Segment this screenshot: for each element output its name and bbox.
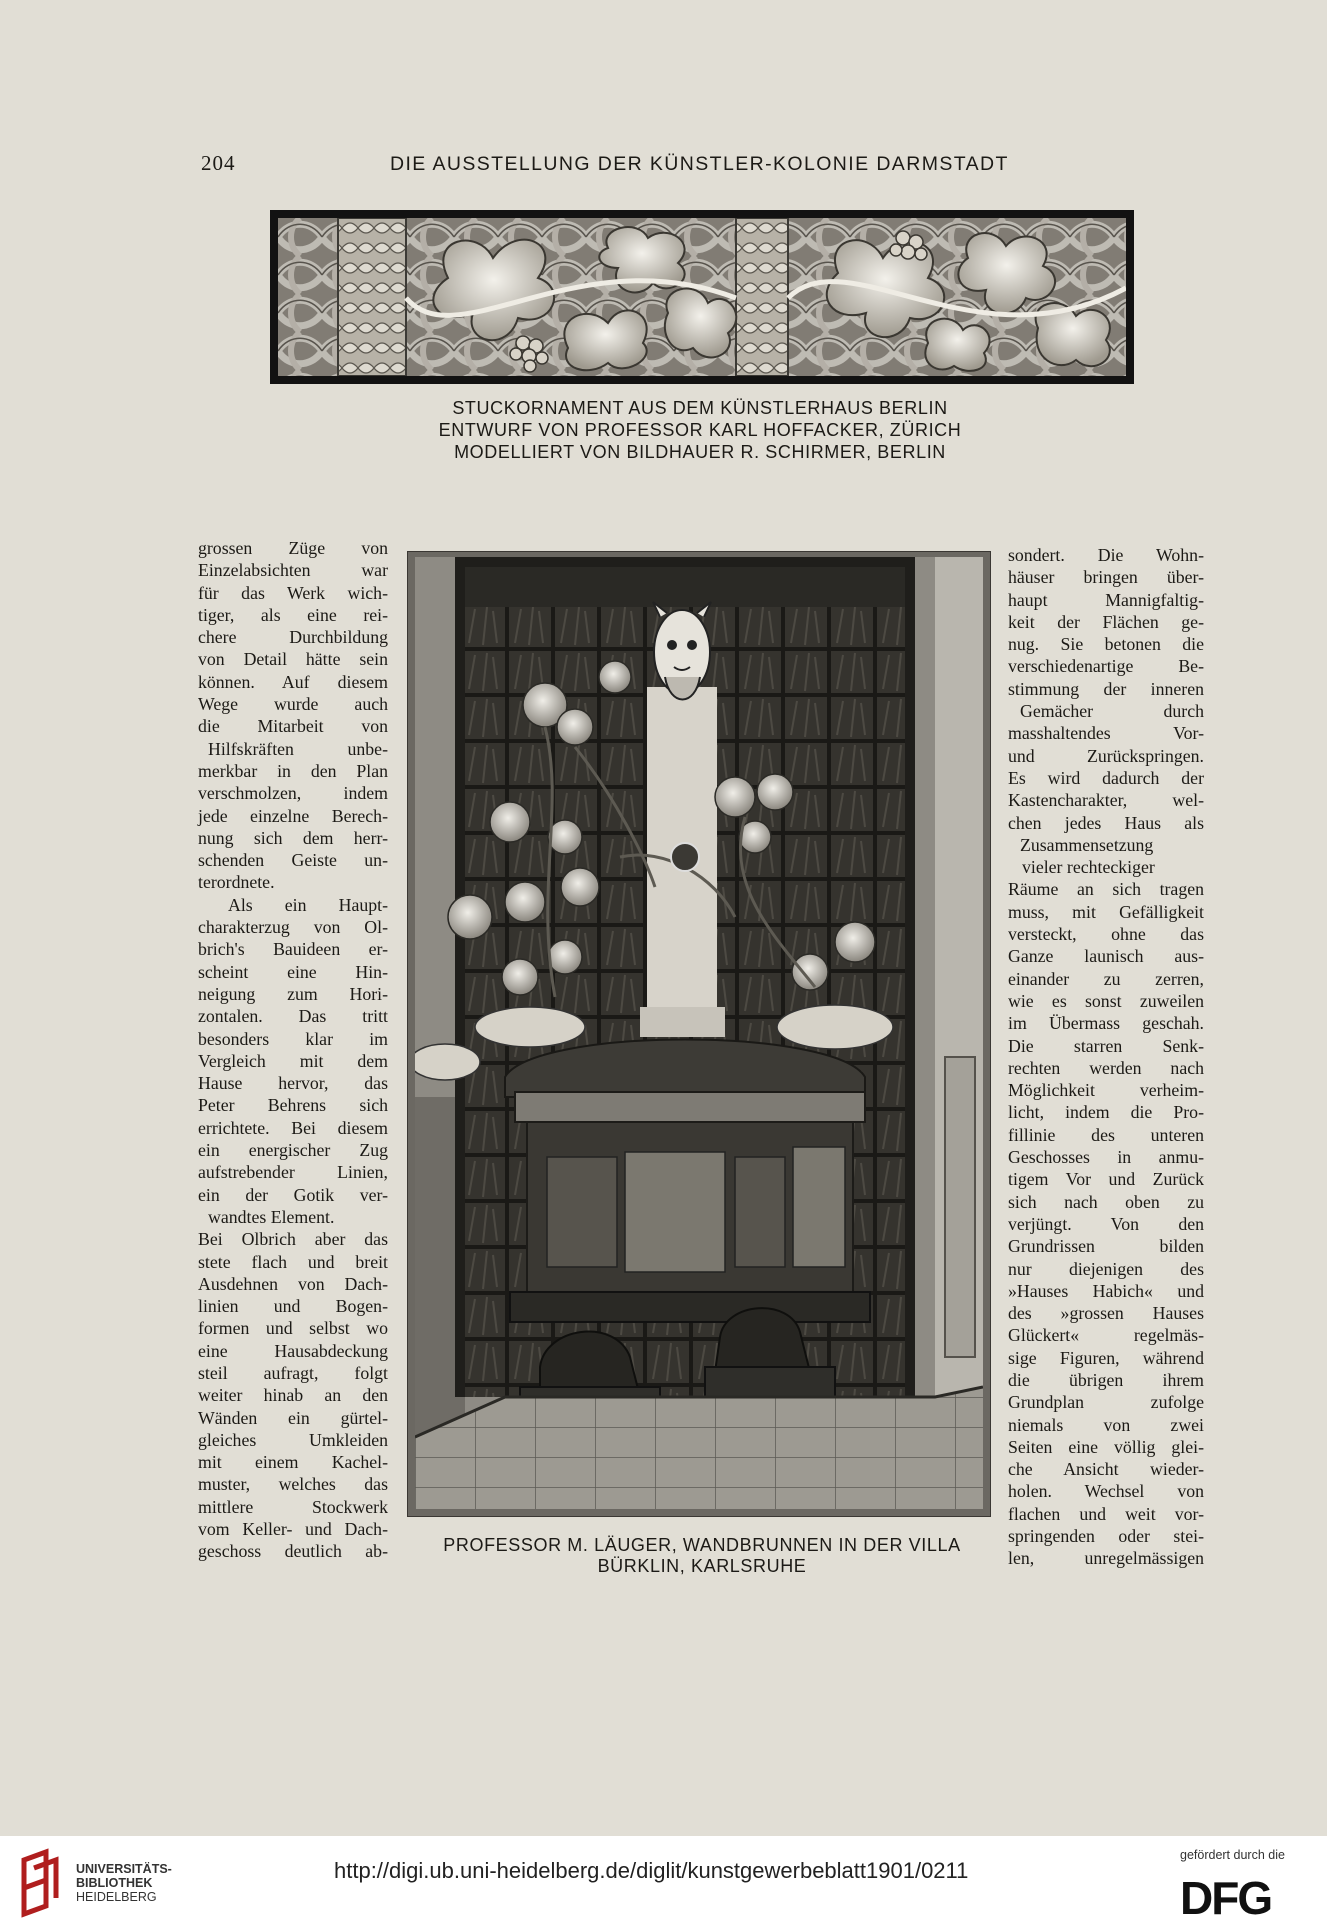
text-line: muster, welches das [198, 1474, 388, 1495]
text-line: chere Durchbildung [198, 627, 388, 648]
text-line: Gemächer durch [1020, 701, 1204, 722]
text-line: sige Figuren, während [1008, 1347, 1204, 1368]
text-line: mittlere Stockwerk [198, 1496, 388, 1517]
text-line: Glückert« regelmäs- [1008, 1325, 1204, 1346]
text-line: geschoss deutlich ab- [198, 1541, 388, 1562]
text-line: masshaltendes Vor- [1008, 723, 1204, 744]
text-line: Einzelabsichten war [198, 560, 388, 581]
text-line: im Übermass geschah. [1008, 1013, 1204, 1034]
text-line: terordnete. [198, 872, 275, 893]
text-line: niemals von zwei [1008, 1414, 1204, 1435]
university-library-name [76, 1862, 172, 1904]
library-name-line: HEIDELBERG [76, 1890, 157, 1904]
text-line: ein der Gotik ver- [198, 1184, 388, 1205]
text-line: formen und selbst wo [198, 1318, 388, 1339]
text-line: Ganze launisch aus- [1008, 946, 1204, 967]
permalink-url[interactable]: http://digi.ub.uni-heidelberg.de/diglit/kunstgewerbeblatt1901/0211 [334, 1858, 969, 1883]
text-line: nur diejenigen des [1008, 1258, 1204, 1279]
text-line: Die starren Senk- [1008, 1035, 1204, 1056]
text-line: besonders klar im [198, 1028, 388, 1049]
funded-by-label: gefördert durch die [1180, 1848, 1285, 1862]
text-line: Grundplan zufolge [1008, 1392, 1204, 1413]
text-line: Kastencharakter, wel- [1008, 790, 1204, 811]
text-line: Es wird dadurch der [1008, 767, 1204, 788]
ornament-illustration [278, 218, 1126, 376]
text-line: muss, mit Gefälligkeit [1008, 901, 1204, 922]
text-line: können. Auf diesem [198, 671, 388, 692]
text-line: des »grossen Hauses [1008, 1303, 1204, 1324]
fountain-caption [402, 1535, 1002, 1577]
caption-line: BÜRKLIN, KARLSRUHE [597, 1556, 807, 1576]
text-line: nug. Sie betonen die [1008, 634, 1204, 655]
text-line: und Zurückspringen. [1008, 745, 1204, 766]
text-line: wandtes Element. [208, 1206, 335, 1227]
text-line: Seiten eine völlig glei- [1008, 1436, 1204, 1457]
text-line: verschmolzen, indem [198, 783, 388, 804]
library-name-line: BIBLIOTHEK [76, 1876, 153, 1890]
text-line: die Mitarbeit von [198, 716, 388, 737]
text-column-right [1008, 544, 1204, 1570]
text-line: haupt Mannigfaltig- [1008, 589, 1204, 610]
running-title: DIE AUSSTELLUNG DER KÜNSTLER-KOLONIE DARMSTADT [390, 153, 1009, 175]
university-library-logo [16, 1848, 66, 1918]
text-line: fillinie des unteren [1008, 1124, 1204, 1145]
dfg-logo-text: DFG [1180, 1874, 1272, 1920]
text-line: Möglichkeit verheim- [1008, 1080, 1204, 1101]
text-line: grossen Züge von [198, 538, 388, 558]
text-line: gleiches Umkleiden [198, 1429, 388, 1450]
text-line: sich nach oben zu [1008, 1191, 1204, 1212]
text-line: Vergleich mit dem [198, 1050, 388, 1071]
text-line: springenden oder stei- [1008, 1526, 1204, 1547]
text-line: häuser bringen über- [1008, 567, 1204, 588]
text-line: brich's Bauideen er- [198, 939, 388, 960]
text-line: Ausdehnen von Dach- [198, 1273, 388, 1294]
text-line: für das Werk wich- [198, 582, 388, 603]
text-line: stimmung der inneren [1008, 678, 1204, 699]
text-line: Zusammensetzung [1020, 834, 1154, 855]
text-line: vom Keller- und Dach- [198, 1519, 388, 1540]
text-line: Wege wurde auch [198, 694, 388, 715]
ornament-caption [380, 397, 1020, 463]
text-line: flachen und weit vor- [1008, 1503, 1204, 1524]
text-line: Grundrissen bilden [1008, 1236, 1204, 1257]
page-number: 204 [201, 151, 236, 175]
text-line: sondert. Die Wohn- [1008, 545, 1204, 565]
caption-line: MODELLIERT VON BILDHAUER R. SCHIRMER, BERLIN [454, 442, 946, 462]
text-line: schenden Geiste un- [198, 850, 388, 871]
library-name-line: UNIVERSITÄTS- [76, 1862, 172, 1876]
text-line: die übrigen ihrem [1008, 1369, 1204, 1390]
text-line: »Hauses Habich« und [1008, 1280, 1204, 1301]
text-line: verschiedenartige Be- [1008, 656, 1204, 677]
text-line: Als ein Haupt- [228, 894, 388, 915]
text-line: licht, indem die Pro- [1008, 1102, 1204, 1123]
text-line: vieler rechteckiger [1022, 857, 1155, 878]
stucco-ornament-photo [270, 210, 1134, 384]
text-line: zontalen. Das tritt [198, 1006, 388, 1027]
text-line: chen jedes Haus als [1008, 812, 1204, 833]
text-line: mit einem Kachel- [198, 1452, 388, 1473]
text-line: errichtete. Bei diesem [198, 1117, 388, 1138]
text-line: tigem Vor und Zurück [1008, 1169, 1204, 1190]
text-line: keit der Flächen ge- [1008, 611, 1204, 632]
wall-fountain-photo [407, 551, 991, 1517]
text-line: linien und Bogen- [198, 1296, 388, 1317]
dfg-logo [1180, 1874, 1308, 1920]
caption-line: PROFESSOR M. LÄUGER, WANDBRUNNEN IN DER VILLA [443, 1535, 961, 1555]
text-line: stete flach und breit [198, 1251, 388, 1272]
text-line: versteckt, ohne das [1008, 924, 1204, 945]
text-line: che Ansicht wieder- [1008, 1459, 1204, 1480]
text-line: Geschosses in anmu- [1008, 1147, 1204, 1168]
text-line: len, unregelmässigen [1008, 1548, 1204, 1569]
text-line: Bei Olbrich aber das [198, 1229, 388, 1250]
text-line: rechten werden nach [1008, 1057, 1204, 1078]
text-line: neigung zum Hori- [198, 983, 388, 1004]
text-line: Hause hervor, das [198, 1073, 388, 1094]
text-line: nung sich dem herr- [198, 827, 388, 848]
text-line: verjüngt. Von den [1008, 1213, 1204, 1234]
caption-line: ENTWURF VON PROFESSOR KARL HOFFACKER, ZÜRICH [438, 420, 962, 440]
text-line: merkbar in den Plan [198, 760, 388, 781]
text-line: Räume an sich tragen [1008, 879, 1204, 900]
text-line: charakterzug von Ol- [198, 917, 388, 938]
text-line: Hilfskräften unbe- [208, 738, 388, 759]
text-line: aufstrebender Linien, [198, 1162, 388, 1183]
text-line: ein energischer Zug [198, 1140, 388, 1161]
fountain-illustration [415, 557, 983, 1509]
text-line: scheint eine Hin- [198, 961, 388, 982]
text-line: wie es sonst zuweilen [1008, 990, 1204, 1011]
text-line: eine Hausabdeckung [198, 1340, 388, 1361]
text-line: Peter Behrens sich [198, 1095, 388, 1116]
text-line: holen. Wechsel von [1008, 1481, 1204, 1502]
text-line: steil aufragt, folgt [198, 1362, 388, 1383]
text-column-left [198, 537, 388, 1563]
text-line: tiger, als eine rei- [198, 604, 388, 625]
text-line: jede einzelne Berech- [198, 805, 388, 826]
text-line: einander zu zerren, [1008, 968, 1204, 989]
text-line: weiter hinab an den [198, 1385, 388, 1406]
text-line: Wänden ein gürtel- [198, 1407, 388, 1428]
caption-line: STUCKORNAMENT AUS DEM KÜNSTLERHAUS BERLIN [452, 398, 948, 418]
text-line: von Detail hätte sein [198, 649, 388, 670]
